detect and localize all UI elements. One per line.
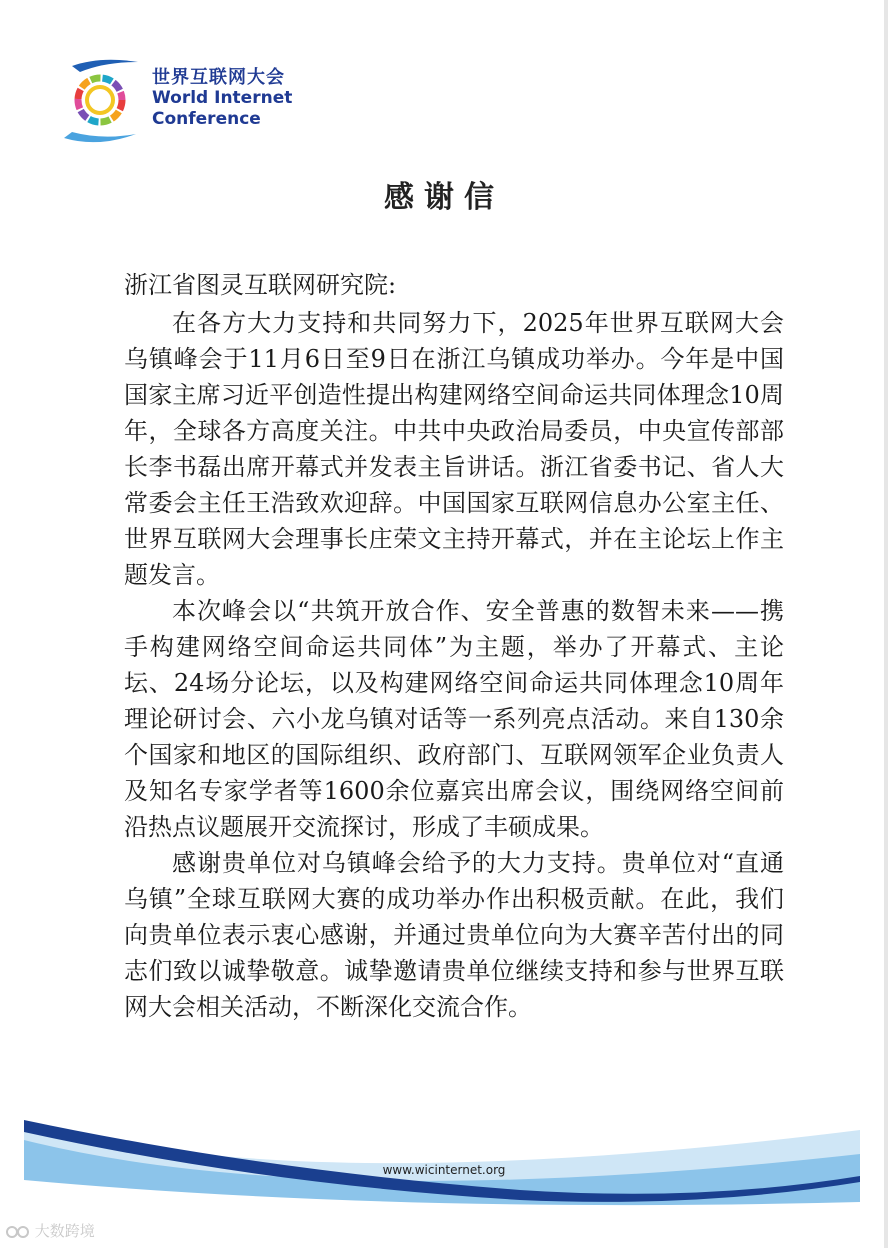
wic-logo [58, 56, 298, 146]
footer-website-url: www.wicinternet.org [382, 1163, 506, 1177]
watermark [6, 1220, 95, 1241]
watermark-logo-icon [6, 1224, 30, 1240]
letter-paragraph-3: 感谢贵单位对乌镇峰会给予的大力支持。贵单位对“直通乌镇”全球互联网大赛的成功举办作出积极贡献。在此，我们向贵单位表示衷心感谢，并通过贵单位向为大赛辛苦付出的同志们致以诚挚敬意。诚挚邀请贵单位继续支持和参与世界互联网大会相关活动，不断深化交流合作。 [124, 849, 784, 1021]
letter-paragraph-1: 在各方大力支持和共同努力下，2025年世界互联网大会乌镇峰会于11月6日至9日在浙江乌镇成功举办。今年是中国国家主席习近平创造性提出构建网络空间命运共同体理念10周年，全球各方高度关注。中共中央政治局委员，中央宣传部部长李书磊出席开幕式并发表主旨讲话。浙江省委书记、省人大常委会主任王浩致欢迎辞。中国国家互联网信息办公室主任、世界互联网大会理事长庄荣文主持开幕式，并在主论坛上作主题发言。 [124, 309, 784, 589]
letter-body [124, 265, 784, 1025]
logo-name-en-line1: World Internet [152, 88, 293, 108]
watermark-text: 大数跨境 [34, 1222, 95, 1240]
letter-title: 感谢信 [384, 180, 504, 215]
letter-salutation: 浙江省图灵互联网研究院: [124, 271, 397, 299]
logo-name-en-line2: Conference [152, 109, 261, 129]
logo-name-cn: 世界互联网大会 [152, 67, 285, 88]
letter-paragraph-2: 本次峰会以“共筑开放合作、安全普惠的数智未来——携手构建网络空间命运共同体”为主题，举办了开幕式、主论坛、24场分论坛，以及构建网络空间命运共同体理念10周年理论研讨会、六小龙乌镇对话等一系列亮点活动。来自130余个国家和地区的国际组织、政府部门、互联网领军企业负责人及知名专家学者等1600余位嘉宾出席会议，围绕网络空间前沿热点议题展开交流探讨，形成了丰硕成果。 [124, 597, 784, 841]
wic-logo-icon [58, 56, 142, 144]
wic-logo-text [152, 68, 292, 130]
